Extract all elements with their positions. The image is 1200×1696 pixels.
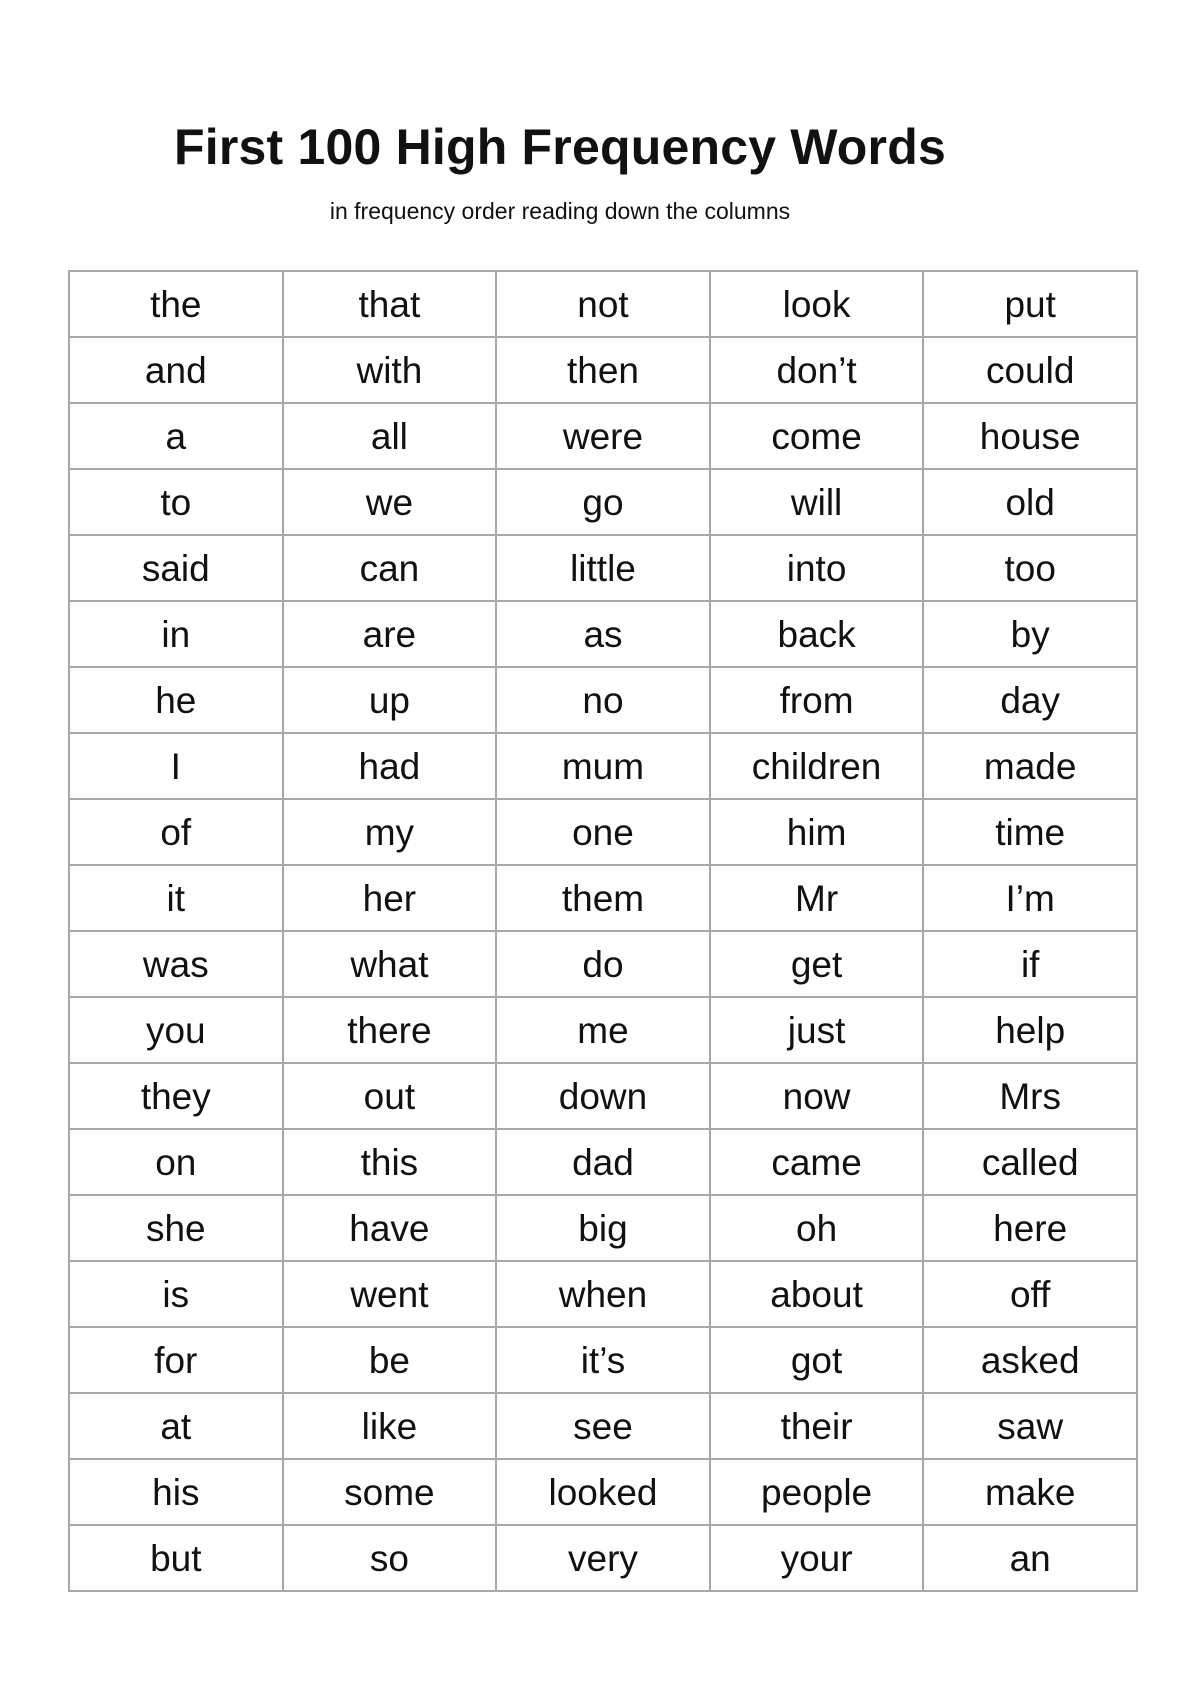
table-row [69,535,1137,601]
word-cell: at [69,1393,283,1459]
word-cell: mum [496,733,710,799]
word-cell: down [496,1063,710,1129]
word-cell: looked [496,1459,710,1525]
table-row [69,1525,1137,1591]
word-cell: to [69,469,283,535]
word-cell: back [710,601,924,667]
word-cell: we [283,469,497,535]
table-row [69,667,1137,733]
word-cell: come [710,403,924,469]
table-row [69,337,1137,403]
word-table-body [69,271,1137,1591]
word-cell: came [710,1129,924,1195]
word-cell: some [283,1459,497,1525]
word-cell: that [283,271,497,337]
table-row [69,1261,1137,1327]
word-cell: from [710,667,924,733]
word-cell: me [496,997,710,1063]
word-cell: see [496,1393,710,1459]
table-row [69,1327,1137,1393]
table-row [69,1129,1137,1195]
word-cell: him [710,799,924,865]
word-cell: Mr [710,865,924,931]
word-cell: then [496,337,710,403]
word-cell: what [283,931,497,997]
word-cell: this [283,1129,497,1195]
table-row [69,601,1137,667]
word-cell: children [710,733,924,799]
word-cell: called [923,1129,1137,1195]
page-title: First 100 High Frequency Words [174,119,946,175]
word-cell: were [496,403,710,469]
word-cell: it’s [496,1327,710,1393]
word-cell: his [69,1459,283,1525]
word-cell: here [923,1195,1137,1261]
word-cell: little [496,535,710,601]
word-cell: on [69,1129,283,1195]
word-cell: had [283,733,497,799]
word-table [68,270,1138,1592]
word-cell: my [283,799,497,865]
word-cell: an [923,1525,1137,1591]
word-cell: dad [496,1129,710,1195]
word-cell: big [496,1195,710,1261]
word-cell: make [923,1459,1137,1525]
word-cell: time [923,799,1137,865]
word-cell: have [283,1195,497,1261]
word-cell: in [69,601,283,667]
word-cell: look [710,271,924,337]
word-cell: off [923,1261,1137,1327]
word-cell: is [69,1261,283,1327]
word-cell: she [69,1195,283,1261]
word-cell: get [710,931,924,997]
word-cell: for [69,1327,283,1393]
word-cell: now [710,1063,924,1129]
word-cell: don’t [710,337,924,403]
table-row [69,997,1137,1063]
word-cell: all [283,403,497,469]
word-cell: there [283,997,497,1063]
word-cell: as [496,601,710,667]
word-cell: went [283,1261,497,1327]
word-cell: like [283,1393,497,1459]
word-cell: just [710,997,924,1063]
word-cell: people [710,1459,924,1525]
word-cell: day [923,667,1137,733]
table-row [69,403,1137,469]
page-subtitle: in frequency order reading down the columns [329,198,791,224]
table-row [69,1459,1137,1525]
word-cell: when [496,1261,710,1327]
word-cell: into [710,535,924,601]
word-cell: too [923,535,1137,601]
word-cell: saw [923,1393,1137,1459]
word-cell: it [69,865,283,931]
word-cell: and [69,337,283,403]
word-cell: can [283,535,497,601]
word-cell: made [923,733,1137,799]
word-cell: will [710,469,924,535]
word-cell: the [69,271,283,337]
word-cell: so [283,1525,497,1591]
word-cell: put [923,271,1137,337]
word-cell: no [496,667,710,733]
word-cell: house [923,403,1137,469]
word-cell: a [69,403,283,469]
word-cell: very [496,1525,710,1591]
table-row [69,1393,1137,1459]
table-row [69,271,1137,337]
word-cell: said [69,535,283,601]
word-cell: up [283,667,497,733]
word-cell: out [283,1063,497,1129]
word-cell: I’m [923,865,1137,931]
table-row [69,1195,1137,1261]
word-cell: Mrs [923,1063,1137,1129]
word-cell: about [710,1261,924,1327]
word-cell: are [283,601,497,667]
word-cell: go [496,469,710,535]
word-cell: if [923,931,1137,997]
word-cell: by [923,601,1137,667]
table-row [69,931,1137,997]
word-cell: old [923,469,1137,535]
word-cell: them [496,865,710,931]
table-row [69,733,1137,799]
word-cell: with [283,337,497,403]
word-cell: but [69,1525,283,1591]
word-cell: help [923,997,1137,1063]
word-cell: could [923,337,1137,403]
table-row [69,799,1137,865]
word-cell: be [283,1327,497,1393]
word-cell: her [283,865,497,931]
word-cell: their [710,1393,924,1459]
word-cell: they [69,1063,283,1129]
table-row [69,1063,1137,1129]
word-cell: I [69,733,283,799]
word-cell: of [69,799,283,865]
table-row [69,469,1137,535]
word-cell: got [710,1327,924,1393]
word-cell: your [710,1525,924,1591]
word-cell: oh [710,1195,924,1261]
word-cell: do [496,931,710,997]
word-cell: asked [923,1327,1137,1393]
word-cell: one [496,799,710,865]
word-cell: he [69,667,283,733]
table-row [69,865,1137,931]
word-cell: was [69,931,283,997]
word-cell: you [69,997,283,1063]
word-cell: not [496,271,710,337]
